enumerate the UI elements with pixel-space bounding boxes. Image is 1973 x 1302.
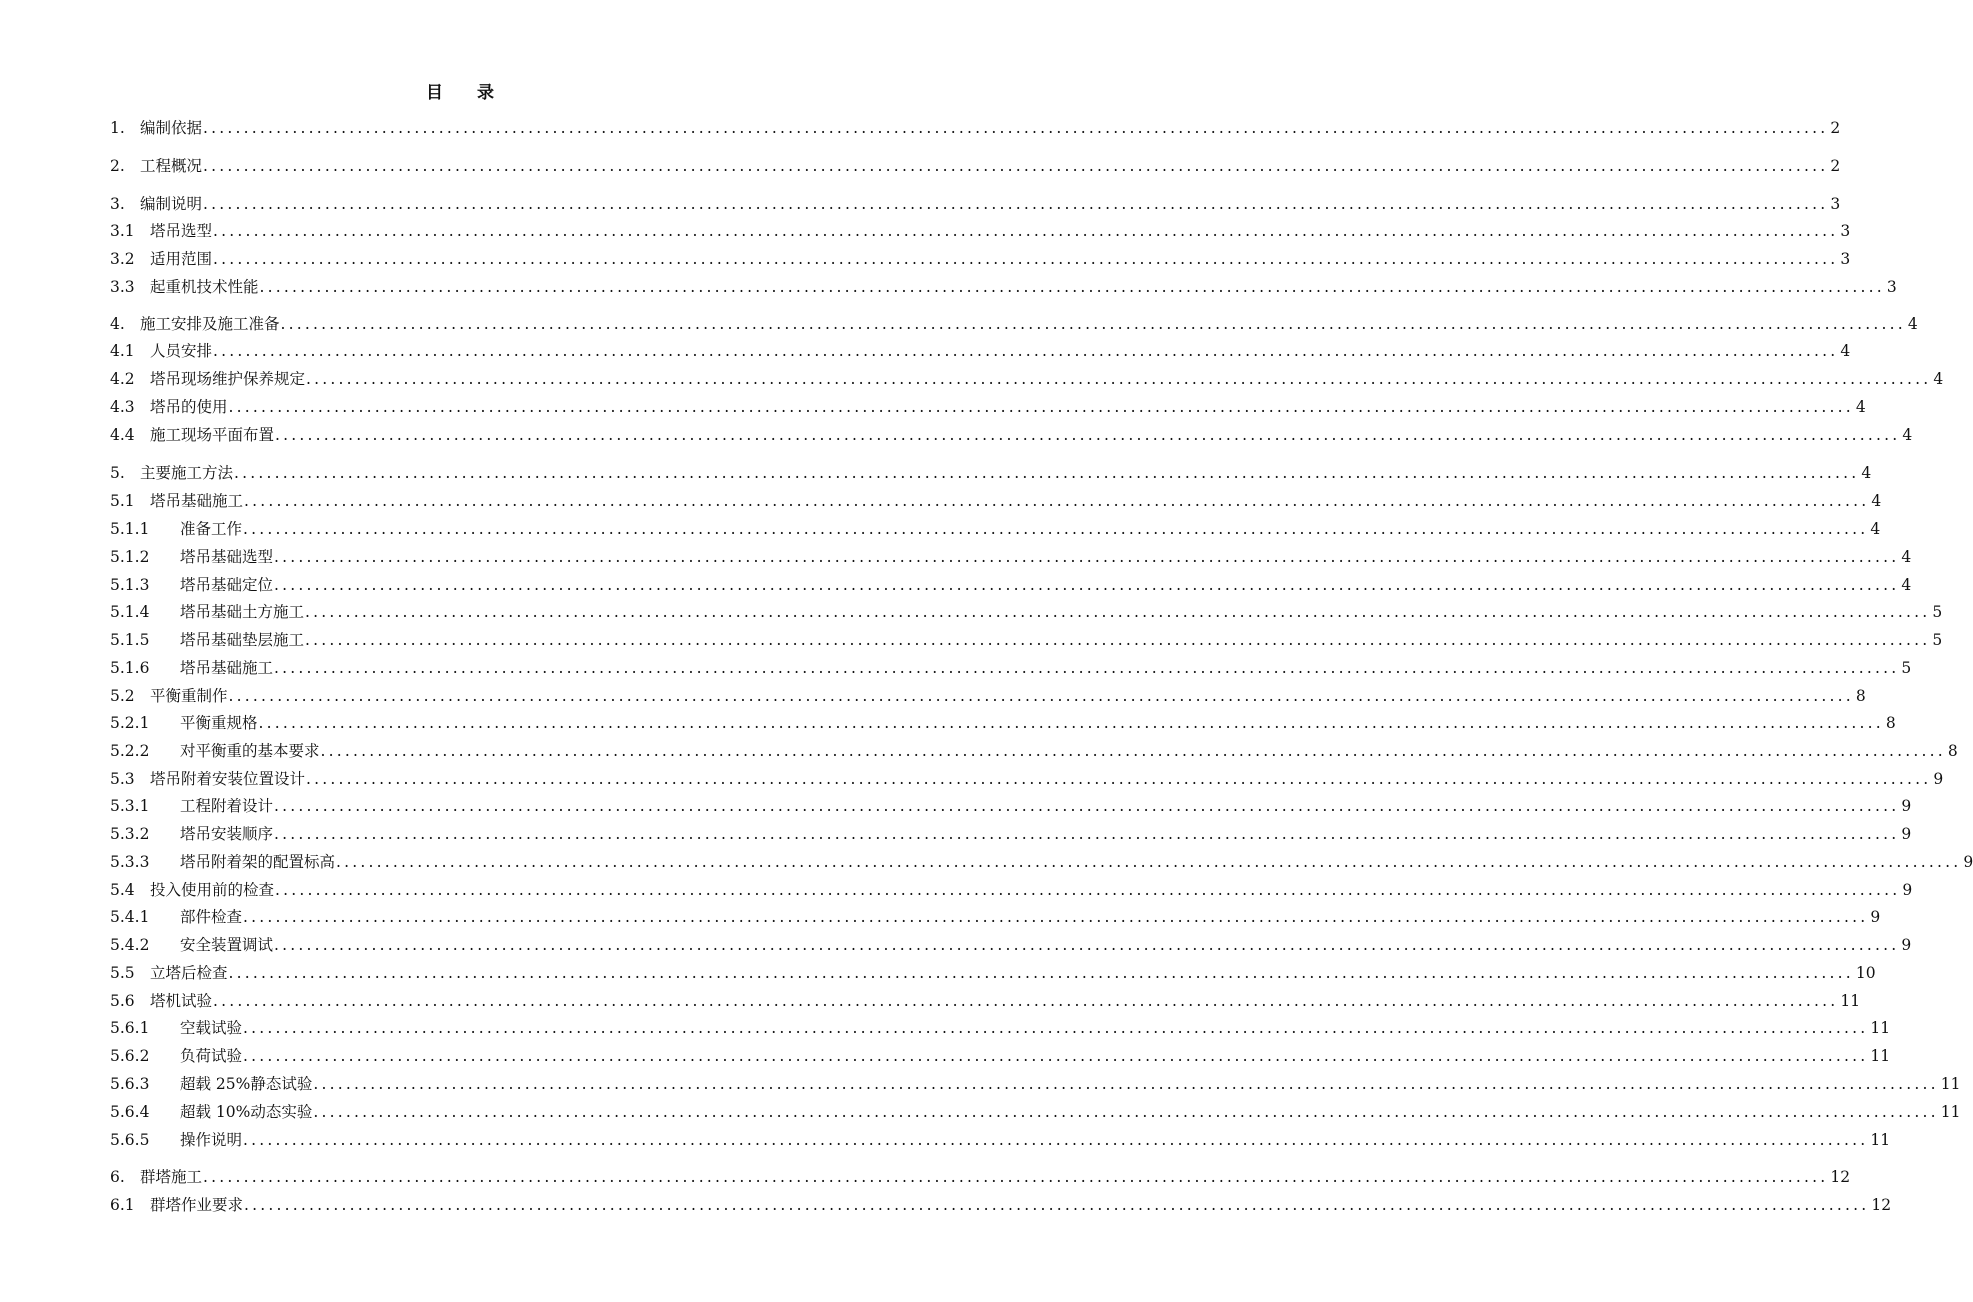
- toc-entry-6[interactable]: [110, 1165, 1851, 1189]
- toc-entry-title: 塔吊现场维护保养规定: [150, 370, 306, 388]
- toc-entry-title: 平衡重制作: [150, 687, 228, 705]
- toc-entry-3-3[interactable]: [110, 275, 1897, 299]
- toc-entry-number: 5.4: [110, 881, 135, 899]
- toc-entry-page-number: 4: [1840, 342, 1851, 360]
- toc-entry-page-number: 8: [1947, 742, 1958, 760]
- toc-entry-number: 5.4.2: [110, 936, 150, 954]
- toc-entry-number: 5.6.3: [110, 1075, 150, 1093]
- toc-entry-number: 2.: [110, 157, 125, 175]
- toc-entry-number: 5.1.1: [110, 520, 150, 538]
- toc-entry-page-number: 4: [1901, 548, 1912, 566]
- dot-leader: ........................................................................................................................................................................................................: [275, 426, 1901, 444]
- toc-entry-title: 负荷试验: [180, 1047, 243, 1065]
- toc-entry-number: 3.1: [110, 222, 135, 240]
- dot-leader: ........................................................................................................................................................................................................: [213, 222, 1839, 240]
- toc-entry-title: 塔吊附着架的配置标高: [180, 853, 336, 871]
- toc-entry-number: 5.1.5: [110, 631, 150, 649]
- dot-leader: ........................................................................................................................................................................................................: [280, 315, 1906, 333]
- toc-entry-page-number: 11: [1870, 1019, 1891, 1037]
- dot-leader: ........................................................................................................................................................................................................: [274, 659, 1900, 677]
- toc-entry-5-1-2[interactable]: [110, 545, 1912, 569]
- toc-entry-4-2[interactable]: [110, 367, 1944, 391]
- toc-entry-4-1[interactable]: [110, 339, 1851, 363]
- toc-entry-number: 5.1.4: [110, 603, 150, 621]
- dot-leader: ........................................................................................................................................................................................................: [243, 1131, 1869, 1149]
- toc-entry-title: 塔吊选型: [150, 222, 213, 240]
- dot-leader: ........................................................................................................................................................................................................: [203, 1168, 1829, 1186]
- toc-entry-page-number: 9: [1933, 770, 1944, 788]
- toc-entry-title: 准备工作: [180, 520, 243, 538]
- toc-entry-title: 施工安排及施工准备: [140, 315, 280, 333]
- toc-entry-number: 4.3: [110, 398, 135, 416]
- toc-entry-number: 5.6.5: [110, 1131, 150, 1149]
- toc-entry-title: 安全装置调试: [180, 936, 274, 954]
- toc-entry-5-6-4[interactable]: [110, 1100, 1961, 1124]
- dot-leader: ........................................................................................................................................................................................................: [213, 342, 1839, 360]
- toc-entry-page-number: 5: [1932, 603, 1943, 621]
- dot-leader: ........................................................................................................................................................................................................: [244, 1196, 1870, 1214]
- toc-entry-5-1-1[interactable]: [110, 517, 1881, 541]
- dot-leader: ........................................................................................................................................................................................................: [274, 797, 1900, 815]
- toc-entry-page-number: 3: [1840, 222, 1851, 240]
- toc-entry-5-3-1[interactable]: [110, 794, 1912, 818]
- toc-entry-page-number: 9: [1870, 908, 1881, 926]
- toc-entry-number: 5.3.2: [110, 825, 150, 843]
- toc-entry-5-6-5[interactable]: [110, 1128, 1891, 1152]
- toc-entry-title: 塔吊基础垫层施工: [180, 631, 305, 649]
- toc-entry-page-number: 12: [1830, 1168, 1851, 1186]
- toc-entry-page-number: 4: [1933, 370, 1944, 388]
- toc-entry-page-number: 9: [1901, 936, 1912, 954]
- toc-entry-title: 塔吊基础定位: [180, 576, 274, 594]
- toc-entry-page-number: 12: [1871, 1196, 1892, 1214]
- toc-entry-5-3-3[interactable]: [110, 850, 1973, 874]
- dot-leader: ........................................................................................................................................................................................................: [234, 464, 1860, 482]
- toc-entry-number: 6.: [110, 1168, 125, 1186]
- toc-entry-page-number: 5: [1901, 659, 1912, 677]
- toc-entry-title: 塔机试验: [150, 992, 213, 1010]
- toc-entry-title: 工程概况: [140, 157, 203, 175]
- toc-entry-3-1[interactable]: [110, 219, 1851, 243]
- dot-leader: ........................................................................................................................................................................................................: [274, 936, 1900, 954]
- toc-entry-page-number: 4: [1902, 426, 1913, 444]
- toc-entry-title: 塔吊基础土方施工: [180, 603, 305, 621]
- toc-entry-page-number: 8: [1855, 687, 1866, 705]
- toc-entry-page-number: 4: [1907, 315, 1918, 333]
- toc-entry-title: 塔吊附着安装位置设计: [150, 770, 306, 788]
- toc-entry-page-number: 11: [1870, 1047, 1891, 1065]
- toc-entry-5-1-4[interactable]: [110, 600, 1943, 624]
- dot-leader: ........................................................................................................................................................................................................: [213, 250, 1839, 268]
- toc-entry-5-1[interactable]: [110, 489, 1882, 513]
- dot-leader: ........................................................................................................................................................................................................: [306, 370, 1932, 388]
- toc-entry-page-number: 10: [1855, 964, 1876, 982]
- toc-entry-page-number: 11: [1940, 1075, 1961, 1093]
- toc-entry-number: 5.6.1: [110, 1019, 150, 1037]
- toc-entry-2[interactable]: [110, 154, 1841, 178]
- toc-entry-page-number: 4: [1855, 398, 1866, 416]
- toc-entry-4-4[interactable]: [110, 423, 1913, 447]
- toc-entry-page-number: 4: [1901, 576, 1912, 594]
- toc-entry-title: 部件检查: [180, 908, 243, 926]
- toc-entry-5-4[interactable]: [110, 878, 1913, 902]
- toc-entry-number: 5.3: [110, 770, 135, 788]
- toc-entry-5-6[interactable]: [110, 989, 1861, 1013]
- dot-leader: ........................................................................................................................................................................................................: [306, 770, 1932, 788]
- dot-leader: ........................................................................................................................................................................................................: [203, 119, 1829, 137]
- toc-entry-title: 对平衡重的基本要求: [180, 742, 320, 760]
- dot-leader: ........................................................................................................................................................................................................: [243, 1019, 1869, 1037]
- toc-entry-title: 编制说明: [140, 195, 203, 213]
- dot-leader: ........................................................................................................................................................................................................: [203, 157, 1829, 175]
- toc-entry-page-number: 2: [1830, 157, 1841, 175]
- toc-entry-5-1-3[interactable]: [110, 573, 1912, 597]
- toc-entry-5[interactable]: [110, 461, 1872, 485]
- toc-entry-number: 4.4: [110, 426, 135, 444]
- dot-leader: ........................................................................................................................................................................................................: [228, 687, 1854, 705]
- toc-entry-title: 平衡重规格: [180, 714, 258, 732]
- toc-entry-number: 5.1: [110, 492, 135, 510]
- dot-leader: ........................................................................................................................................................................................................: [313, 1075, 1939, 1093]
- toc-entry-number: 3.: [110, 195, 125, 213]
- toc-entry-number: 3.2: [110, 250, 135, 268]
- toc-entry-page-number: 9: [1963, 853, 1973, 871]
- dot-leader: ........................................................................................................................................................................................................: [274, 576, 1900, 594]
- toc-entry-title: 施工现场平面布置: [150, 426, 275, 444]
- toc-entry-5-6-2[interactable]: [110, 1044, 1891, 1068]
- toc-entry-3-2[interactable]: [110, 247, 1851, 271]
- toc-entry-5-6-3[interactable]: [110, 1072, 1961, 1096]
- toc-entry-title: 群塔作业要求: [150, 1196, 244, 1214]
- dot-leader: ........................................................................................................................................................................................................: [243, 1047, 1869, 1065]
- toc-entry-title: 工程附着设计: [180, 797, 274, 815]
- toc-entry-6-1[interactable]: [110, 1193, 1892, 1217]
- toc-entry-5-1-6[interactable]: [110, 656, 1912, 680]
- toc-entry-page-number: 3: [1830, 195, 1841, 213]
- dot-leader: ........................................................................................................................................................................................................: [274, 825, 1900, 843]
- toc-entry-number: 5.1.3: [110, 576, 150, 594]
- dot-leader: ........................................................................................................................................................................................................: [244, 492, 1870, 510]
- dot-leader: ........................................................................................................................................................................................................: [320, 742, 1946, 760]
- dot-leader: ........................................................................................................................................................................................................: [213, 992, 1839, 1010]
- dot-leader: ........................................................................................................................................................................................................: [203, 195, 1829, 213]
- dot-leader: ........................................................................................................................................................................................................: [274, 548, 1900, 566]
- toc-entry-page-number: 4: [1870, 520, 1881, 538]
- dot-leader: ........................................................................................................................................................................................................: [259, 278, 1885, 296]
- toc-entry-number: 5.2.1: [110, 714, 150, 732]
- toc-entry-number: 5.6.4: [110, 1103, 150, 1121]
- toc-entry-3[interactable]: [110, 192, 1841, 216]
- toc-entry-page-number: 5: [1932, 631, 1943, 649]
- toc-entry-title: 人员安排: [150, 342, 213, 360]
- toc-entry-title: 空载试验: [180, 1019, 243, 1037]
- toc-entry-page-number: 3: [1840, 250, 1851, 268]
- toc-entry-title: 群塔施工: [140, 1168, 203, 1186]
- page-title: 目 录: [426, 83, 508, 103]
- toc-entry-1[interactable]: [110, 116, 1841, 140]
- toc-entry-title: 投入使用前的检查: [150, 881, 275, 899]
- toc-entry-number: 5.2.2: [110, 742, 150, 760]
- toc-entry-page-number: 9: [1901, 797, 1912, 815]
- toc-entry-5-1-5[interactable]: [110, 628, 1943, 652]
- toc-entry-4-3[interactable]: [110, 395, 1866, 419]
- toc-entry-number: 5.3.3: [110, 853, 150, 871]
- dot-leader: ........................................................................................................................................................................................................: [336, 853, 1962, 871]
- toc-entry-number: 5.2: [110, 687, 135, 705]
- toc-entry-title: 塔吊基础施工: [180, 659, 274, 677]
- toc-entry-title: 操作说明: [180, 1131, 243, 1149]
- dot-leader: ........................................................................................................................................................................................................: [305, 603, 1931, 621]
- toc-entry-5-2-1[interactable]: [110, 711, 1896, 735]
- toc-entry-number: 5.4.1: [110, 908, 150, 926]
- toc-entry-5-6-1[interactable]: [110, 1016, 1891, 1040]
- toc-entry-page-number: 11: [1940, 1103, 1961, 1121]
- toc-entry-5-5[interactable]: [110, 961, 1876, 985]
- toc-entry-number: 5.5: [110, 964, 135, 982]
- toc-entry-number: 4.: [110, 315, 125, 333]
- toc-entry-title: 塔吊安装顺序: [180, 825, 274, 843]
- toc-entry-title: 超载 10%动态实验: [180, 1103, 313, 1121]
- toc-entry-page-number: 11: [1840, 992, 1861, 1010]
- toc-entry-number: 5.3.1: [110, 797, 150, 815]
- toc-entry-5-4-1[interactable]: [110, 905, 1881, 929]
- toc-entry-5-3[interactable]: [110, 767, 1944, 791]
- toc-entry-5-4-2[interactable]: [110, 933, 1912, 957]
- toc-entry-title: 适用范围: [150, 250, 213, 268]
- dot-leader: ........................................................................................................................................................................................................: [228, 398, 1854, 416]
- toc-entry-page-number: 9: [1901, 825, 1912, 843]
- toc-entry-number: 1.: [110, 119, 125, 137]
- toc-entry-title: 塔吊基础选型: [180, 548, 274, 566]
- toc-entry-page-number: 8: [1885, 714, 1896, 732]
- toc-entry-number: 5.6: [110, 992, 135, 1010]
- toc-entry-number: 6.1: [110, 1196, 135, 1214]
- toc-entry-title: 起重机技术性能: [150, 278, 259, 296]
- toc-entry-page-number: 11: [1870, 1131, 1891, 1149]
- toc-entry-5-3-2[interactable]: [110, 822, 1912, 846]
- toc-entry-number: 3.3: [110, 278, 135, 296]
- toc-entry-number: 5.6.2: [110, 1047, 150, 1065]
- toc-entry-title: 编制依据: [140, 119, 203, 137]
- toc-entry-number: 5.1.6: [110, 659, 150, 677]
- toc-entry-title: 塔吊的使用: [150, 398, 228, 416]
- dot-leader: ........................................................................................................................................................................................................: [275, 881, 1901, 899]
- dot-leader: ........................................................................................................................................................................................................: [313, 1103, 1939, 1121]
- dot-leader: ........................................................................................................................................................................................................: [243, 908, 1869, 926]
- toc-entry-number: 5.1.2: [110, 548, 150, 566]
- dot-leader: ........................................................................................................................................................................................................: [243, 520, 1869, 538]
- toc-entry-page-number: 3: [1886, 278, 1897, 296]
- toc-entry-title: 塔吊基础施工: [150, 492, 244, 510]
- dot-leader: ........................................................................................................................................................................................................: [305, 631, 1931, 649]
- toc-entry-number: 4.1: [110, 342, 135, 360]
- toc-entry-title: 立塔后检查: [150, 964, 228, 982]
- toc-entry-number: 5.: [110, 464, 125, 482]
- toc-entry-page-number: 4: [1871, 492, 1882, 510]
- toc-entry-page-number: 9: [1902, 881, 1913, 899]
- toc-entry-5-2-2[interactable]: [110, 739, 1958, 763]
- toc-entry-title: 超载 25%静态试验: [180, 1075, 313, 1093]
- toc-entry-4[interactable]: [110, 312, 1918, 336]
- toc-entry-page-number: 4: [1861, 464, 1872, 482]
- toc-entry-number: 4.2: [110, 370, 135, 388]
- toc-entry-5-2[interactable]: [110, 684, 1866, 708]
- toc-entry-title: 主要施工方法: [140, 464, 234, 482]
- dot-leader: ........................................................................................................................................................................................................: [228, 964, 1854, 982]
- toc-entry-page-number: 2: [1830, 119, 1841, 137]
- dot-leader: ........................................................................................................................................................................................................: [258, 714, 1884, 732]
